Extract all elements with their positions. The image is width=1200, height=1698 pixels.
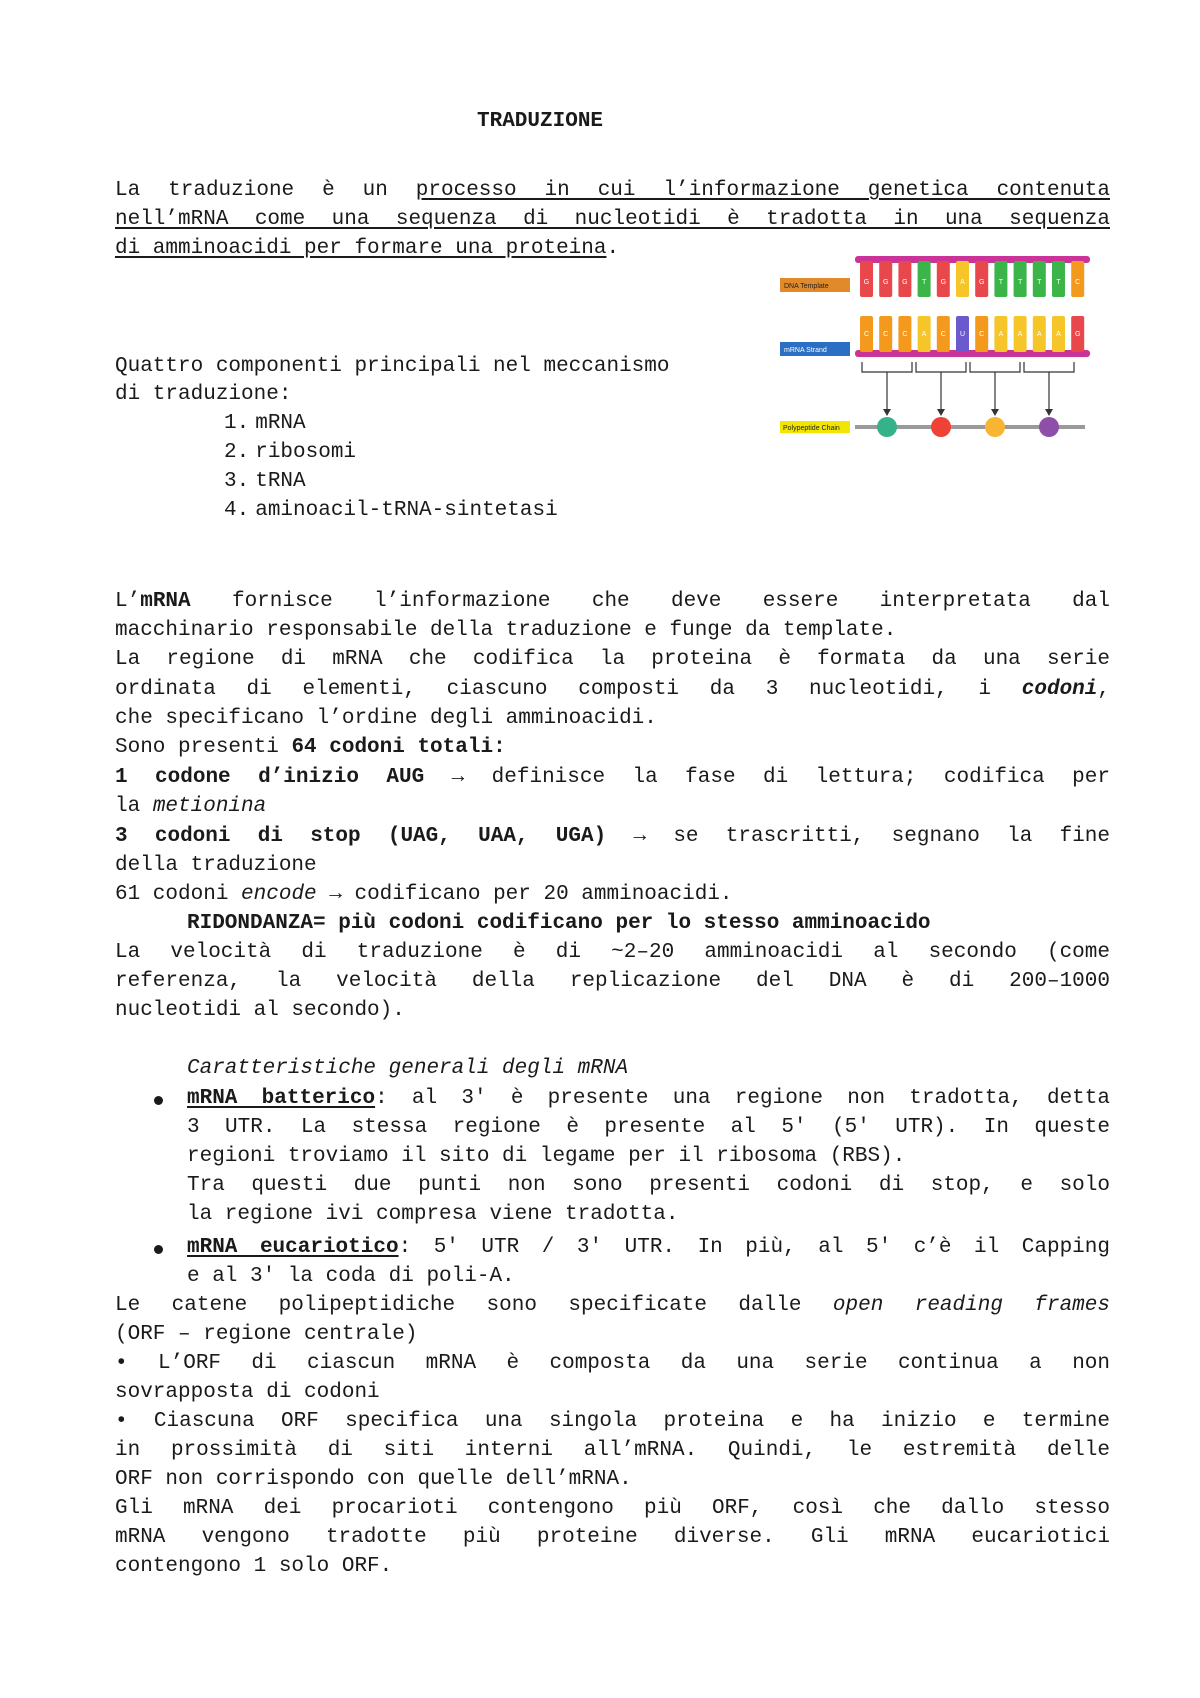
amino-acid [877,417,897,437]
features-heading: Caratteristiche generali degli mRNA [187,1057,629,1080]
arrow-head [937,409,945,416]
intro-pre: La traduzione è un [115,179,416,202]
bold-term: 3 codoni di stop (UAG, UAA, UGA) [115,825,607,848]
item-number: 2. [224,441,250,464]
intro-underlined-2: nell’mRNA come una sequenza di nucleotidi è tradotta in una sequenza [115,208,1110,231]
italic-term: encode [241,883,317,906]
dna-nucleotide-letter: T [1056,279,1061,286]
italic-term: open reading frames [832,1294,1110,1317]
eukaryotic-line2: e al 3′ la coda di poli-A. [187,1265,515,1288]
speed-line2: referenza, la velocità della replicazione del DNA è di 200–1000 [115,970,1110,993]
intro-period: . [606,237,620,260]
dna-nucleotide-letter: G [882,279,889,286]
redundancy-line: RIDONDANZA= più codoni codificano per lo stesso amminoacido [187,912,931,935]
mrna-nucleotide-letter: A [1017,331,1023,338]
text: : al 3′ è presente una regione non tradotta, detta [375,1087,1110,1110]
final-line2: mRNA vengono tradotte più proteine diverse. Gli mRNA eucariotici [115,1526,1110,1549]
orf-bullet2-line1: • Ciascuna ORF specifica una singola proteina e ha inizio e termine [115,1410,1110,1433]
dna-template-label: DNA Template [784,283,829,290]
amino-acid [985,417,1005,437]
item-label: mRNA [255,412,306,435]
amino-acid [1039,417,1059,437]
dna-nucleotide-letter: A [960,279,965,286]
mrna-nucleotide-letter: A [998,331,1004,338]
dna-nucleotide-letter: T [921,279,927,286]
mrna-p2-line3: che specificano l’ordine degli amminoacidi. [115,707,657,730]
bullet-dot [154,1096,163,1105]
intro-line-3 [115,234,619,263]
amino-acid [931,417,951,437]
dna-bases [860,261,1084,297]
translation-diagram [780,256,1090,456]
dna-nucleotide-letter: T [1037,279,1042,286]
bold-term: 64 codoni totali: [291,736,506,759]
intro-line-1 [115,176,1110,205]
mrna-nucleotide-letter: A [1036,331,1042,338]
final-line1: Gli mRNA dei procarioti contengono più ORF, così che dallo stesso [115,1497,1110,1520]
item-label: ribosomi [255,441,357,464]
bacterial-line2: 3 UTR. La stessa regione è presente al 5′ (5′ UTR). In queste [187,1116,1110,1139]
dna-nucleotide-letter: T [1017,279,1023,286]
dna-nucleotide-letter: G [863,279,870,286]
mrna-p2-line2 [115,675,1110,704]
intro-underlined-3: di amminoacidi per formare una proteina [115,237,607,260]
stop-codon-line1 [115,822,1110,851]
eukaryotic-line1 [187,1233,1110,1262]
orf-bullet1-line1: • L’ORF di ciascun mRNA è composta da una serie continua a non [115,1352,1110,1375]
bacterial-line5: la regione ivi compresa viene tradotta. [187,1203,679,1226]
components-heading-2: di traduzione: [115,383,292,406]
component-item [224,438,356,467]
mrna-p2-line1: La regione di mRNA che codifica la proteina è formata da una serie [115,648,1110,671]
mrna-nucleotide-letter: A [1056,331,1061,338]
page-title: TRADUZIONE [477,110,604,133]
text: 61 codoni [115,883,242,906]
codon-brackets [862,362,1074,411]
mrna-strand-label: mRNA Strand [784,347,827,354]
orf-bullet2-line3: ORF non corrispondo con quelle dell’mRNA. [115,1468,632,1491]
speed-line1: La velocità di traduzione è di ~2–20 amminoacidi al secondo (come [115,941,1110,964]
italic-term: metionina [152,795,267,818]
text: Sono presenti [115,736,292,759]
dna-nucleotide-letter: G [902,279,908,286]
text: → definisce la fase di lettura; codifica per [424,766,1110,789]
text: ordinata di elementi, ciascuno composti da 3 nucleotidi, i [115,678,1022,701]
codon-bracket [1024,362,1074,372]
mrna-p1-line1 [115,587,1110,616]
final-line3: contengono 1 solo ORF. [115,1555,393,1578]
mrna-p3 [115,733,506,762]
mrna-nucleotide-letter: C [940,331,946,338]
arrow-heads [883,409,1053,416]
mrna-bases [860,316,1084,352]
polypeptide-label: Polypeptide Chain [783,425,840,432]
mrna-nucleotide-letter: C [902,331,908,338]
text: la [115,795,153,818]
start-codon-line2 [115,792,266,821]
mrna-nucleotide-letter: U [959,331,966,338]
codon-bracket [862,362,912,372]
bacterial-line4: Tra questi due punti non sono presenti codoni di stop, e solo [187,1174,1110,1197]
mrna-nucleotide-letter: C [883,331,889,338]
arrow-head [1045,409,1053,416]
start-codon-line1 [115,763,1110,792]
component-item [224,467,306,496]
mrna-nucleotide-letter: A [921,331,927,338]
encode-line [115,880,733,909]
item-number: 1. [224,412,250,435]
bold-italic-term: codoni [1021,678,1098,701]
component-item [224,409,306,438]
intro-underlined-1: processo in cui l’informazione genetica contenuta [415,179,1110,202]
intro-line-2 [115,205,1110,234]
bacterial-line1 [187,1084,1110,1113]
codon-bracket [970,362,1020,372]
component-item [224,496,558,525]
orf-line1 [115,1291,1110,1320]
mrna-nucleotide-letter: G [1074,331,1081,338]
dna-nucleotide-letter: G [940,279,947,286]
bullet-dot [154,1245,163,1254]
item-number: 4. [224,499,250,522]
dna-nucleotide-letter: G [978,279,985,286]
speed-line3: nucleotidi al secondo). [115,999,405,1022]
bacterial-label: mRNA batterico [187,1087,376,1110]
components-heading-1: Quattro componenti principali nel meccanismo [115,355,670,378]
bacterial-line3: regioni troviamo il sito di legame per il ribosoma (RBS). [187,1145,906,1168]
mrna-p1-line2: macchinario responsabile della traduzione e funge da template. [115,619,897,642]
item-number: 3. [224,470,250,493]
text: Le catene polipeptidiche sono specificate dalle [115,1294,833,1317]
text: : 5′ UTR / 3′ UTR. In più, al 5′ c’è il Capping [398,1236,1110,1259]
bold-term: 1 codone d’inizio AUG [115,766,425,789]
orf-bullet2-line2: in prossimità di siti interni all’mRNA. Quindi, le estremità delle [115,1439,1110,1462]
arrow-head [991,409,999,416]
mrna-nucleotide-letter: C [979,331,985,338]
orf-line2: (ORF – regione centrale) [115,1323,418,1346]
dna-nucleotide-letter: T [998,279,1004,286]
text: , [1097,678,1110,701]
arrow-head [883,409,891,416]
eukaryotic-label: mRNA eucariotico [187,1236,399,1259]
bold-term: mRNA [140,590,191,613]
text: fornisce l’informazione che deve essere interpretata dal [190,590,1110,613]
dna-nucleotide-letter: C [1075,279,1081,286]
item-label: tRNA [255,470,306,493]
text: → se trascritti, segnano la fine [606,825,1111,848]
stop-codon-line2: della traduzione [115,854,317,877]
mrna-nucleotide-letter: C [863,331,870,338]
orf-bullet1-line2: sovrapposta di codoni [115,1381,380,1404]
text: → codificano per 20 amminoacidi. [316,883,733,906]
codon-bracket [916,362,966,372]
text: L’ [115,590,141,613]
item-label: aminoacil-tRNA-sintetasi [255,499,558,522]
